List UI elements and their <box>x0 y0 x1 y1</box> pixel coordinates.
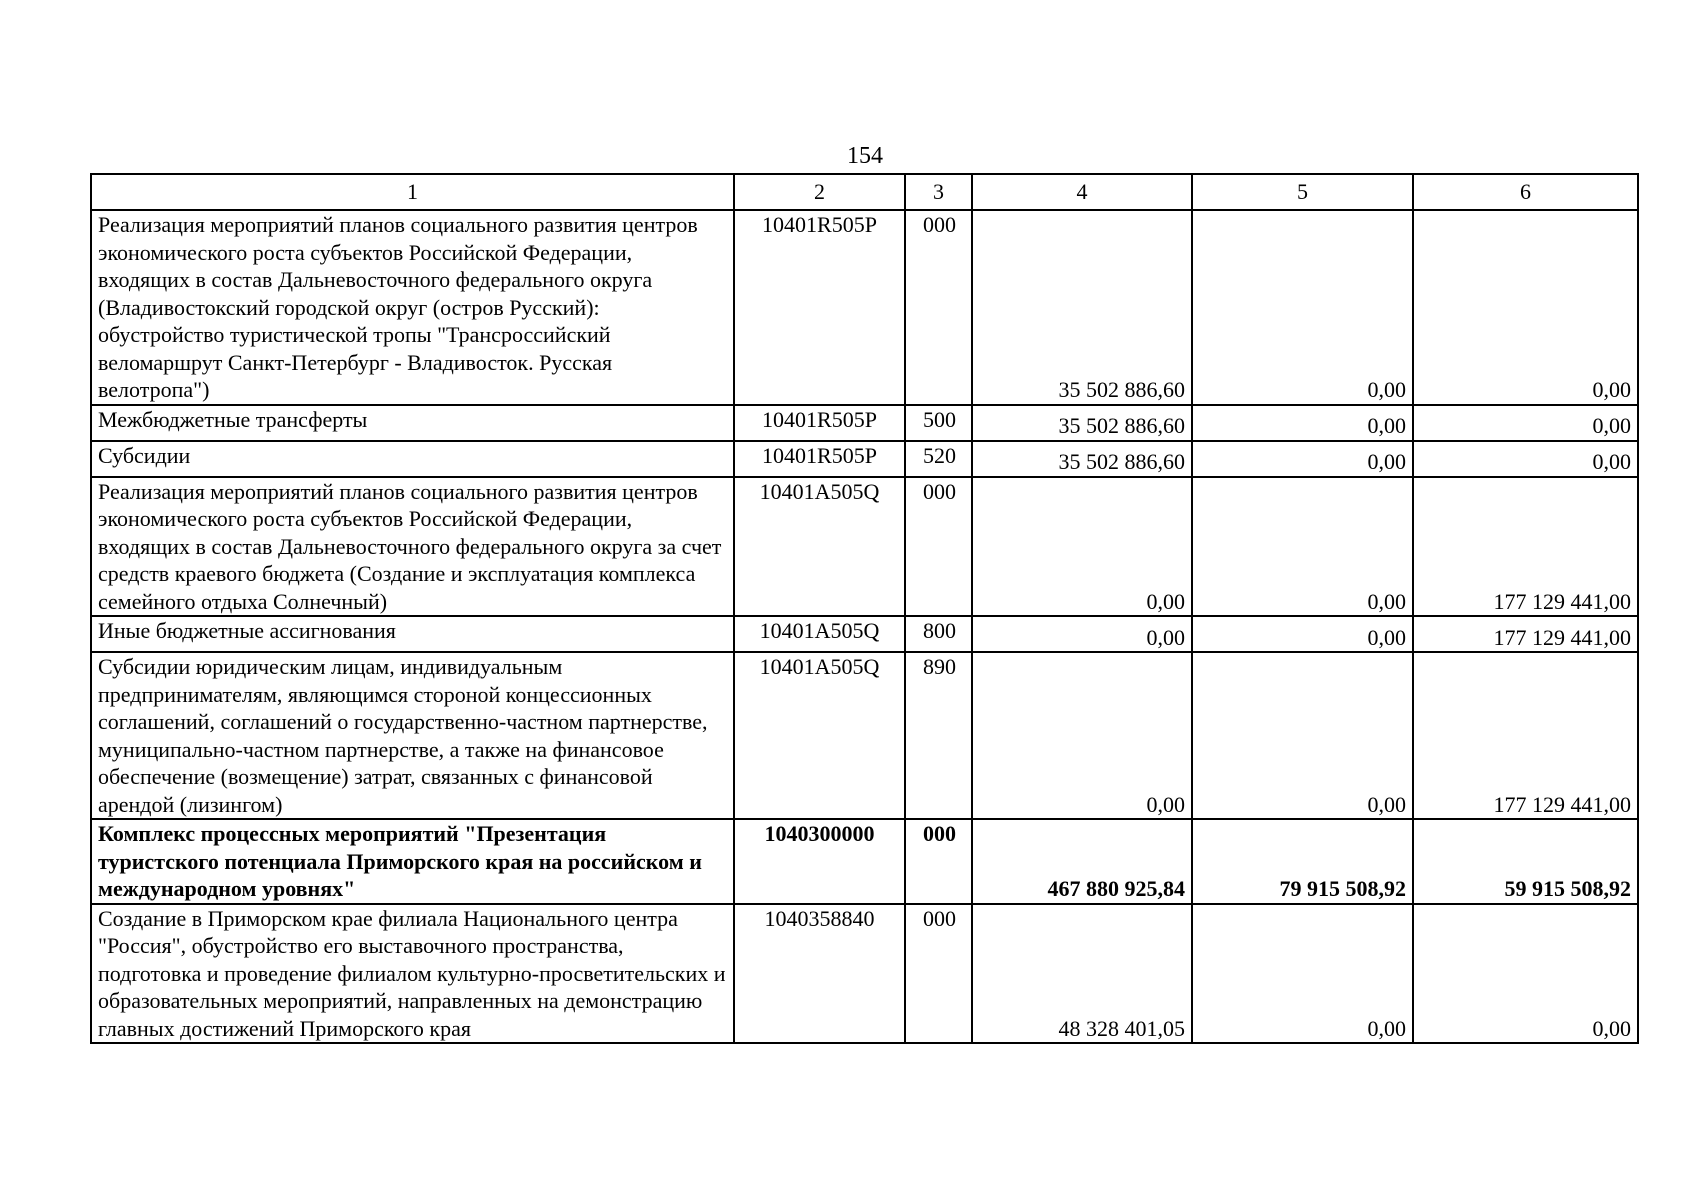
row-code: 10401R505P <box>734 210 905 405</box>
row-amount-col4: 35 502 886,60 <box>972 405 1192 441</box>
row-amount-col4: 48 328 401,05 <box>972 904 1192 1044</box>
row-code: 10401R505P <box>734 441 905 477</box>
table-row <box>91 616 1638 652</box>
row-amount-col5: 0,00 <box>1192 477 1413 617</box>
row-description: Субсидии <box>91 441 734 477</box>
column-header: 1 <box>91 174 734 210</box>
row-amount-col4: 35 502 886,60 <box>972 210 1192 405</box>
table-row <box>91 210 1638 405</box>
row-amount-col6: 0,00 <box>1413 210 1638 405</box>
row-amount-col5: 0,00 <box>1192 405 1413 441</box>
column-header: 5 <box>1192 174 1413 210</box>
row-description: Комплекс процессных мероприятий "Презентация туристского потенциала Приморского края на российском и международном уровнях" <box>91 819 734 904</box>
row-amount-col5: 79 915 508,92 <box>1192 819 1413 904</box>
row-amount-col5: 0,00 <box>1192 441 1413 477</box>
row-description: Создание в Приморском крае филиала Национального центра "Россия", обустройство его выставочного пространства, подготовка и проведение филиалом культурно-просветительских и образовательных мероприятий, направленных на демонстрацию главных достижений Приморского края <box>91 904 734 1044</box>
row-code: 10401A505Q <box>734 616 905 652</box>
row-description: Реализация мероприятий планов социального развития центров экономического роста субъектов Российской Федерации, входящих в состав Дальневосточного федерального округа за счет средств краевого бюджета (Создание и эксплуатация комплекса семейного отдыха Солнечный) <box>91 477 734 617</box>
row-amount-col5: 0,00 <box>1192 210 1413 405</box>
row-code: 1040358840 <box>734 904 905 1044</box>
row-amount-col4: 467 880 925,84 <box>972 819 1192 904</box>
table-row <box>91 477 1638 617</box>
row-amount-col4: 0,00 <box>972 616 1192 652</box>
row-amount-col4: 0,00 <box>972 652 1192 819</box>
column-header: 2 <box>734 174 905 210</box>
row-description: Реализация мероприятий планов социального развития центров экономического роста субъектов Российской Федерации, входящих в состав Дальневосточного федерального округа (Владивостокский городской округ (остров Русский): обустройство туристической тропы "Трансроссийский веломаршрут Санкт-Петербург - Владивосток. Русская велотропа") <box>91 210 734 405</box>
row-expense-type: 520 <box>905 441 972 477</box>
column-header: 3 <box>905 174 972 210</box>
row-expense-type: 890 <box>905 652 972 819</box>
row-amount-col4: 0,00 <box>972 477 1192 617</box>
page-number: 154 <box>847 143 883 169</box>
table-row <box>91 652 1638 819</box>
budget-table <box>90 173 1639 1044</box>
row-expense-type: 000 <box>905 477 972 617</box>
row-amount-col6: 177 129 441,00 <box>1413 477 1638 617</box>
row-expense-type: 500 <box>905 405 972 441</box>
row-amount-col5: 0,00 <box>1192 616 1413 652</box>
row-amount-col5: 0,00 <box>1192 652 1413 819</box>
row-code: 10401R505P <box>734 405 905 441</box>
table-row <box>91 405 1638 441</box>
row-code: 10401A505Q <box>734 477 905 617</box>
table-row <box>91 904 1638 1044</box>
row-expense-type: 000 <box>905 904 972 1044</box>
table-header-row <box>91 174 1638 210</box>
row-amount-col6: 0,00 <box>1413 405 1638 441</box>
row-amount-col4: 35 502 886,60 <box>972 441 1192 477</box>
table-row-section-total <box>91 819 1638 904</box>
row-code: 10401A505Q <box>734 652 905 819</box>
column-header: 6 <box>1413 174 1638 210</box>
row-description: Субсидии юридическим лицам, индивидуальным предпринимателям, являющимся стороной концессионных соглашений, соглашений о государственно-частном партнерстве, муниципально-частном партнерстве, а также на финансовое обеспечение (возмещение) затрат, связанных с финансовой арендой (лизингом) <box>91 652 734 819</box>
row-expense-type: 000 <box>905 210 972 405</box>
row-amount-col6: 177 129 441,00 <box>1413 616 1638 652</box>
row-description: Межбюджетные трансферты <box>91 405 734 441</box>
column-header: 4 <box>972 174 1192 210</box>
row-amount-col5: 0,00 <box>1192 904 1413 1044</box>
row-amount-col6: 177 129 441,00 <box>1413 652 1638 819</box>
table-row <box>91 441 1638 477</box>
row-expense-type: 800 <box>905 616 972 652</box>
row-description: Иные бюджетные ассигнования <box>91 616 734 652</box>
row-amount-col6: 59 915 508,92 <box>1413 819 1638 904</box>
row-expense-type: 000 <box>905 819 972 904</box>
row-code: 1040300000 <box>734 819 905 904</box>
row-amount-col6: 0,00 <box>1413 904 1638 1044</box>
row-amount-col6: 0,00 <box>1413 441 1638 477</box>
